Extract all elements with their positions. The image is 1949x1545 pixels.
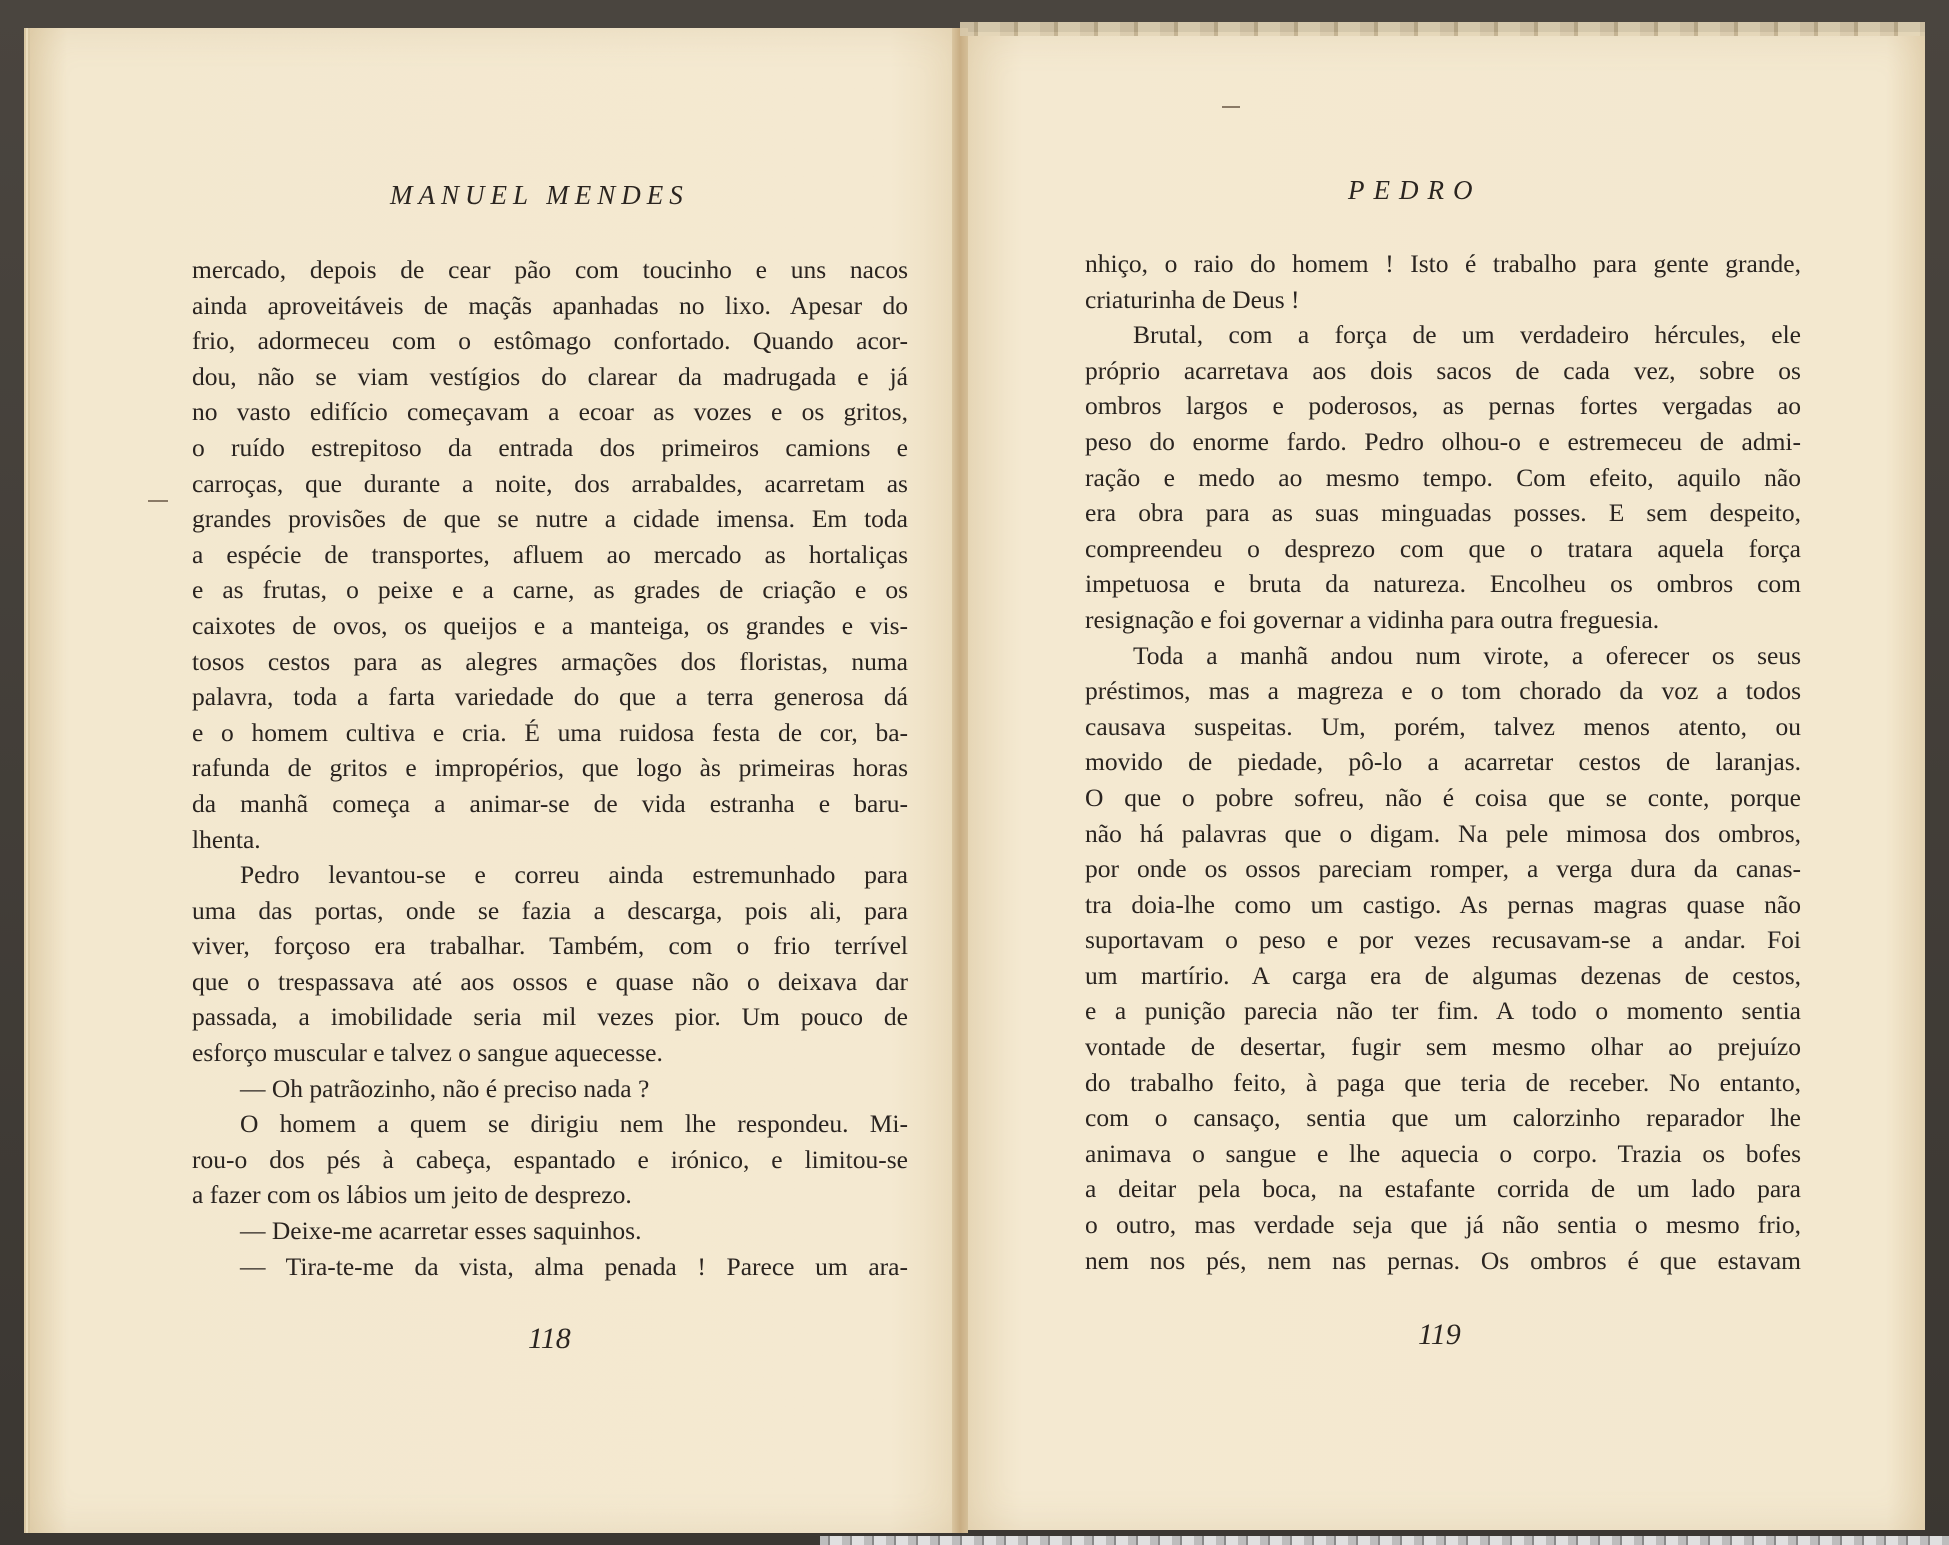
text-line: resignação e foi governar a vidinha para outra freguesia. [1085, 604, 1660, 634]
text-line: e o homem cultiva e cria. É uma ruidosa festa de cor, ba- [192, 717, 908, 747]
text-line: palavra, toda a farta variedade do que a terra generosa dá [192, 682, 908, 712]
text-line: grandes provisões de que se nutre a cidade imensa. Em toda [192, 504, 908, 534]
text-line: rou-o dos pés à cabeça, espantado e irónico, e limitou-se [192, 1144, 908, 1174]
text-line: por onde os ossos pareciam romper, a verga dura da canas- [1085, 854, 1801, 884]
text-line: suportavam o peso e por vezes recusavam-se a andar. Foi [1085, 925, 1801, 955]
text-line: o outro, mas verdade seja que já não sentia o mesmo frio, [1085, 1210, 1801, 1240]
text-line: rafunda de gritos e impropérios, que logo às primeiras horas [192, 753, 908, 783]
paper-mark [1222, 106, 1240, 108]
text-line: compreendeu o desprezo com que o tratara aquela força [1085, 533, 1801, 563]
text-line: animava o sangue e lhe aquecia o corpo. Trazia os bofes [1085, 1138, 1801, 1168]
text-line: — Tira-te-me da vista, alma penada ! Parece um ara- [240, 1251, 908, 1281]
text-line: nem nos pés, nem nas pernas. Os ombros é que estavam [1085, 1245, 1801, 1275]
text-line: era obra para as suas minguadas posses. E sem despeito, [1085, 498, 1801, 528]
text-line: impetuosa e bruta da natureza. Encolheu os ombros com [1085, 569, 1801, 599]
right-page-number: 119 [1418, 1318, 1461, 1351]
text-line: Brutal, com a força de um verdadeiro hércules, ele [1133, 320, 1801, 350]
text-line: movido de piedade, pô-lo a acarretar cestos de laranjas. [1085, 747, 1801, 777]
text-line: tra doia-lhe como um castigo. As pernas magras quase não [1085, 889, 1801, 919]
text-line: dou, não se viam vestígios do clarear da madrugada e já [192, 361, 908, 391]
text-line: O que o pobre sofreu, não é coisa que se conte, porque [1085, 782, 1801, 812]
text-line: o ruído estrepitoso da entrada dos primeiros camions e [192, 432, 908, 462]
text-line: causava suspeitas. Um, porém, talvez menos atento, ou [1085, 711, 1801, 741]
text-line: não há palavras que o digam. Na pele mimosa dos ombros, [1085, 818, 1801, 848]
paper-mark [148, 500, 168, 502]
text-line: — Oh patrãozinho, não é preciso nada ? [240, 1073, 650, 1103]
text-line: ainda aproveitáveis de maçãs apanhadas no lixo. Apesar do [192, 290, 908, 320]
text-line: a espécie de transportes, afluem ao mercado as hortaliças [192, 539, 908, 569]
left-page-body [192, 252, 908, 1284]
text-line: do trabalho feito, à paga que teria de receber. No entanto, [1085, 1067, 1801, 1097]
left-running-header: MANUEL MENDES [390, 180, 689, 210]
right-page-body [1085, 246, 1801, 1278]
page-top-edge [960, 22, 1925, 36]
text-line: uma das portas, onde se fazia a descarga, pois ali, para [192, 895, 908, 925]
text-line: carroças, que durante a noite, dos arrabaldes, acarretam as [192, 468, 908, 498]
text-line: a deitar pela boca, na estafante corrida de um lado para [1085, 1174, 1801, 1204]
text-line: com o cansaço, sentia que um calorzinho reparador lhe [1085, 1103, 1801, 1133]
text-line: viver, forçoso era trabalhar. Também, com o frio terrível [192, 931, 908, 961]
text-line: no vasto edifício começavam a ecoar as vozes e os gritos, [192, 397, 908, 427]
text-line: O homem a quem se dirigiu nem lhe respondeu. Mi- [240, 1109, 908, 1139]
scan-bottom-edge [820, 1536, 1949, 1545]
text-line: e a punição parecia não ter fim. A todo o momento sentia [1085, 996, 1801, 1026]
text-line: próprio acarretava aos dois sacos de cada vez, sobre os [1085, 355, 1801, 385]
text-line: ração e medo ao mesmo tempo. Com efeito, aquilo não [1085, 462, 1801, 492]
text-line: vontade de desertar, fugir sem mesmo olhar ao prejuízo [1085, 1032, 1801, 1062]
book-gutter [952, 28, 968, 1533]
text-line: nhiço, o raio do homem ! Isto é trabalho para gente grande, [1085, 249, 1801, 278]
text-line: tosos cestos para as alegres armações dos floristas, numa [192, 646, 908, 676]
text-line: mercado, depois de cear pão com toucinho e uns nacos [192, 255, 908, 284]
text-line: Toda a manhã andou num virote, a oferecer os seus [1133, 640, 1801, 670]
text-line: — Deixe-me acarretar esses saquinhos. [240, 1216, 642, 1246]
text-line: um martírio. A carga era de algumas dezenas de cestos, [1085, 960, 1801, 990]
text-line: lhenta. [192, 824, 261, 854]
left-page-number: 118 [528, 1322, 571, 1355]
text-line: caixotes de ovos, os queijos e a manteiga, os grandes e vis- [192, 610, 908, 640]
text-line: passada, a imobilidade seria mil vezes pior. Um pouco de [192, 1002, 908, 1032]
text-line: da manhã começa a animar-se de vida estranha e baru- [192, 788, 908, 818]
text-line: ombros largos e poderosos, as pernas fortes vergadas ao [1085, 391, 1801, 421]
text-line: esforço muscular e talvez o sangue aquecesse. [192, 1038, 663, 1068]
text-line: a fazer com os lábios um jeito de desprezo. [192, 1180, 632, 1210]
right-running-header: PEDRO [1348, 175, 1482, 205]
text-line: préstimos, mas a magreza e o tom chorado da voz a todos [1085, 676, 1801, 706]
text-line: Pedro levantou-se e correu ainda estremunhado para [240, 860, 908, 890]
text-line: peso do enorme fardo. Pedro olhou-o e estremeceu de admi- [1085, 426, 1801, 456]
text-line: criaturinha de Deus ! [1085, 284, 1300, 314]
text-line: frio, adormeceu com o estômago confortado. Quando acor- [192, 326, 908, 356]
text-line: e as frutas, o peixe e a carne, as grades de criação e os [192, 575, 908, 605]
text-line: que o trespassava até aos ossos e quase não o deixava dar [192, 966, 908, 996]
